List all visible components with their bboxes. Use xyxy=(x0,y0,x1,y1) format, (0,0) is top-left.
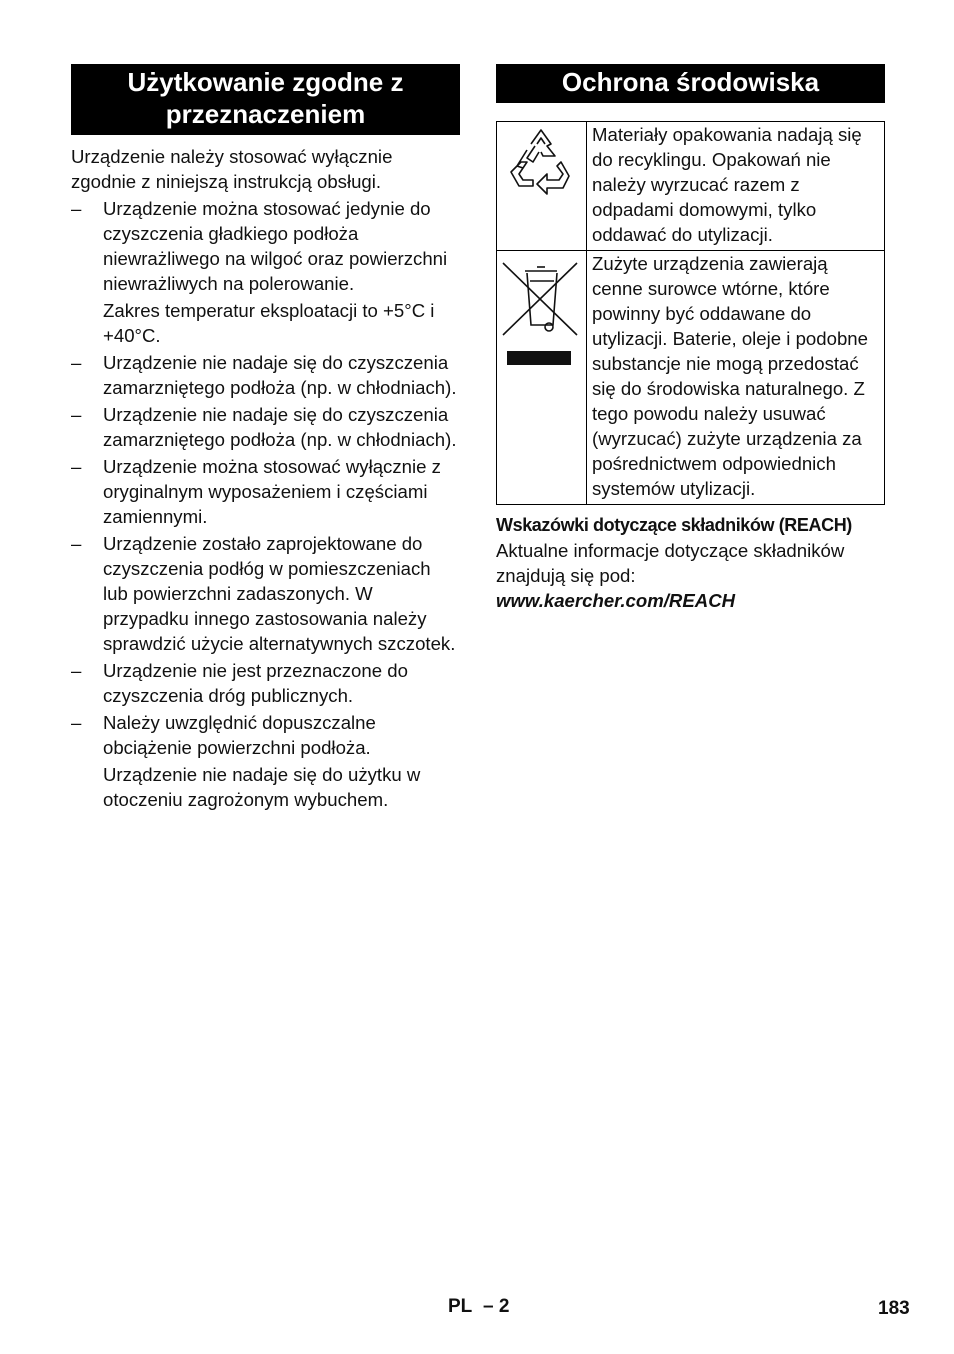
right-column xyxy=(496,64,885,613)
list-item xyxy=(71,350,460,400)
icon-cell xyxy=(497,122,587,251)
recycling-icon xyxy=(497,122,586,212)
footer-page-label: – 2 xyxy=(483,1296,510,1317)
environment-table xyxy=(496,121,885,505)
bullet-dash: – xyxy=(71,660,82,681)
heading-line-2: przeznaczeniem xyxy=(165,99,366,129)
section-heading-intended-use xyxy=(71,64,460,135)
table-row xyxy=(497,122,885,251)
list-item-text: Urządzenie zostało zaprojektowane do czyszczenia podłóg w pomieszczeniach lub powierzchni zadaszonych. W przypadku innego zastosowania należy sprawdzić użycie alternatywnych szczotek. xyxy=(103,533,456,654)
bullet-dash: – xyxy=(71,533,82,554)
list-item xyxy=(71,402,460,452)
footer-page-number: 183 xyxy=(878,1298,910,1319)
bullet-dash: – xyxy=(71,404,82,425)
section-heading-environment: Ochrona środowiska xyxy=(496,64,885,103)
list-item-text: Urządzenie można stosować wyłącznie z oryginalnym wyposażeniem i częściami zamiennymi. xyxy=(103,456,441,527)
list-item-text: Należy uwzględnić dopuszczalne obciążenie powierzchni podłoża. xyxy=(103,712,376,758)
recycling-text: Materiały opakowania nadają się do recyklingu. Opakowań nie należy wyrzucać razem z odpadami domowymi, tylko oddawać do utylizacji. xyxy=(587,122,885,251)
list-item-text: Urządzenie nie nadaje się do czyszczenia zamarzniętego podłoża (np. w chłodniach). xyxy=(103,404,457,450)
list-item-note: Urządzenie nie nadaje się do użytku w otoczeniu zagrożonym wybuchem. xyxy=(103,764,421,810)
reach-title: Wskazówki dotyczące składników (REACH) xyxy=(496,515,852,535)
list-item xyxy=(71,658,460,708)
disposal-text: Zużyte urządzenia zawierają cenne surowce wtórne, które powinny być oddawane do utylizacji. Baterie, oleje i podobne substancje nie mogą przedostać się do środowiska naturalnego. Z tego powodu należy usuwać (wyrzucać) zużyte urządzenia za pośrednictwem odpowiednich systemów utylizacji. xyxy=(587,251,885,505)
bullet-dash: – xyxy=(71,198,82,219)
crossed-out-wheelie-bin-icon xyxy=(497,251,586,371)
list-item xyxy=(71,196,460,348)
list-item-text: Urządzenie nie jest przeznaczone do czyszczenia dróg publicznych. xyxy=(103,660,408,706)
bullet-dash: – xyxy=(71,456,82,477)
reach-url-link[interactable]: www.kaercher.com/REACH xyxy=(496,590,736,611)
table-row xyxy=(497,251,885,505)
intro-paragraph: Urządzenie należy stosować wyłącznie zgodnie z niniejszą instrukcją obsługi. xyxy=(71,146,393,192)
list-item-text: Urządzenie nie nadaje się do czyszczenia zamarzniętego podłoża (np. w chłodniach). xyxy=(103,352,457,398)
list-item xyxy=(71,710,460,812)
list-item xyxy=(71,454,460,529)
left-column xyxy=(71,64,460,812)
list-item xyxy=(71,531,460,656)
bullet-dash: – xyxy=(71,712,82,733)
list-item-text: Urządzenie można stosować jedynie do czyszczenia gładkiego podłoża niewrażliwego na wilgoć oraz powierzchni niewrażliwych na polerowanie. xyxy=(103,198,448,294)
heading-line-1: Użytkowanie zgodne z xyxy=(127,67,404,97)
list-item-note: Zakres temperatur eksploatacji to +5°C i +40°C. xyxy=(103,300,435,346)
reach-text: Aktualne informacje dotyczące składników znajdują się pod: xyxy=(496,540,845,586)
usage-list xyxy=(71,196,460,812)
bullet-dash: – xyxy=(71,352,82,373)
icon-cell xyxy=(497,251,587,505)
footer-language: PL xyxy=(448,1296,473,1317)
